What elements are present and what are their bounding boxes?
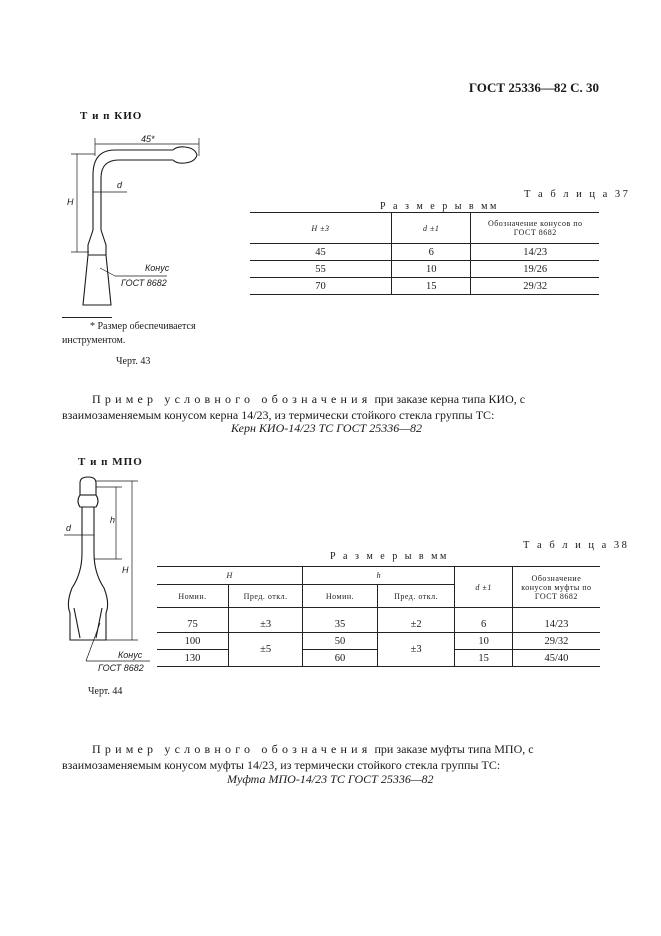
table-row: 75 ±3 35 ±2 6 14/23 bbox=[157, 608, 600, 633]
col-cone: Обозначение конусов по ГОСТ 8682 bbox=[471, 213, 599, 244]
table-row: 55 10 19/26 bbox=[250, 261, 599, 278]
sub-H-dev: Пред. откл. bbox=[228, 585, 302, 608]
cone-label: Конус bbox=[145, 263, 170, 273]
table-37 bbox=[250, 212, 599, 295]
table-37-number: Т а б л и ц а 37 bbox=[524, 189, 631, 200]
col-d: d ±1 bbox=[455, 567, 512, 608]
dim-d: d bbox=[117, 180, 123, 190]
cone-label: Конус bbox=[118, 650, 143, 660]
col-group-h: h bbox=[303, 567, 455, 585]
sub-h-dev: Пред. откл. bbox=[377, 585, 455, 608]
sub-H-nom: Номин. bbox=[157, 585, 228, 608]
example-kio: Керн КИО-14/23 ТС ГОСТ 25336—82 bbox=[231, 421, 422, 435]
dim-H: H bbox=[67, 197, 74, 207]
sub-h-nom: Номин. bbox=[303, 585, 378, 608]
cone-std: ГОСТ 8682 bbox=[98, 663, 144, 673]
section-title-kio: Т и п КИО bbox=[80, 110, 143, 122]
drawing-kio bbox=[55, 130, 185, 315]
dim-45: 45* bbox=[141, 134, 155, 144]
table-row: 130 60 15 45/40 bbox=[157, 650, 600, 667]
col-group-H: H bbox=[157, 567, 303, 585]
table-38-subtitle: Р а з м е р ы в мм bbox=[330, 551, 449, 562]
example-paragraph-mpo: Пример условного обозначения при заказе муфты типа МПО, с взаимозаменяемым конусом муфты 14/23, из термически стойкого стекла группы ТС: bbox=[62, 742, 534, 772]
dim-h: h bbox=[110, 515, 116, 525]
table-38-number: Т а б л и ц а 38 bbox=[523, 540, 630, 551]
table-38 bbox=[157, 566, 600, 667]
dim-H: H bbox=[122, 565, 129, 575]
table-37-subtitle: Р а з м е р ы в мм bbox=[380, 201, 499, 212]
section-title-mpo: Т и п МПО bbox=[78, 456, 143, 468]
table-row: 70 15 29/32 bbox=[250, 278, 599, 295]
example-mpo: Муфта МПО-14/23 ТС ГОСТ 25336—82 bbox=[227, 772, 434, 786]
footnote-rule bbox=[62, 317, 112, 318]
col-d: d ±1 bbox=[391, 213, 471, 244]
footnote: * Размер обеспечивается инструментом. bbox=[62, 321, 196, 346]
col-H: H ±3 bbox=[250, 213, 391, 244]
col-cone: Обозначение конусов муфты по ГОСТ 8682 bbox=[512, 567, 600, 608]
table-row: 100 ±5 50 ±3 10 29/32 bbox=[157, 633, 600, 650]
example-paragraph-kio: Пример условного обозначения при заказе керна типа КИО, с взаимозаменяемым конусом керна 14/23, из термически стойкого стекла группы ТС: bbox=[62, 392, 526, 422]
drawing-mpo bbox=[60, 473, 160, 678]
figure-caption-44: Черт. 44 bbox=[88, 686, 123, 697]
page-header: ГОСТ 25336—82 С. 30 bbox=[468, 80, 599, 95]
table-row: 45 6 14/23 bbox=[250, 244, 599, 261]
dim-d: d bbox=[66, 523, 72, 533]
cone-std: ГОСТ 8682 bbox=[121, 278, 167, 288]
figure-caption-43: Черт. 43 bbox=[116, 356, 151, 367]
